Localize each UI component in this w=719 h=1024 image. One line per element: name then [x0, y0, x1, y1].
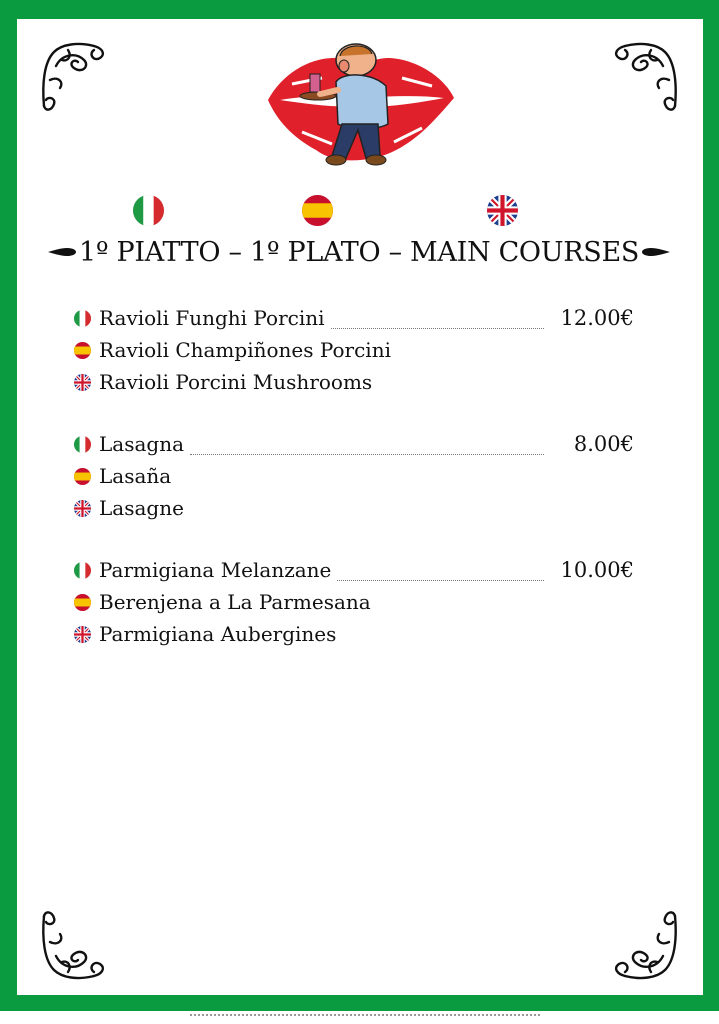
section-heading	[44, 232, 674, 272]
dish-row-english	[74, 366, 634, 398]
dish-name-spanish: Ravioli Champiñones Porcini	[99, 338, 391, 362]
menu-item	[74, 554, 634, 650]
menu-item	[74, 302, 634, 398]
dish-row-italian	[74, 302, 634, 334]
dotted-leader	[190, 442, 544, 455]
spanish-flag-icon	[74, 468, 91, 485]
ornament-left-icon	[47, 245, 77, 259]
dish-row-english	[74, 492, 634, 524]
uk-flag-icon	[74, 626, 91, 643]
dotted-leader	[337, 568, 544, 581]
dish-row-italian	[74, 554, 634, 586]
spanish-flag-icon	[74, 342, 91, 359]
italian-flag-icon	[74, 562, 91, 579]
dish-name-english: Lasagne	[99, 496, 184, 520]
uk-flag-icon	[487, 195, 518, 226]
corner-flourish-icon	[38, 40, 110, 112]
dish-name-italian: Parmigiana Melanzane	[99, 558, 332, 582]
dish-name-spanish: Lasaña	[99, 464, 172, 488]
italian-flag-icon	[74, 436, 91, 453]
waiter-lips-logo-icon	[262, 38, 458, 172]
dish-row-spanish	[74, 586, 634, 618]
dish-row-spanish	[74, 334, 634, 366]
dish-name-spanish: Berenjena a La Parmesana	[99, 590, 371, 614]
bottom-dotted-line	[190, 1014, 540, 1016]
page-title: 1º PIATTO – 1º PLATO – MAIN COURSES	[78, 236, 640, 268]
ornament-right-icon	[641, 245, 671, 259]
italian-flag-icon	[74, 310, 91, 327]
dish-name-italian: Ravioli Funghi Porcini	[99, 306, 325, 330]
menu-item	[74, 428, 634, 524]
dish-price: 10.00€	[560, 558, 634, 582]
dish-name-english: Ravioli Porcini Mushrooms	[99, 370, 373, 394]
spanish-flag-icon	[302, 195, 333, 226]
dish-row-english	[74, 618, 634, 650]
spanish-flag-icon	[74, 594, 91, 611]
dish-name-english: Parmigiana Aubergines	[99, 622, 337, 646]
corner-flourish-icon	[609, 40, 681, 112]
dish-price: 8.00€	[573, 432, 634, 456]
corner-flourish-icon	[38, 910, 110, 982]
uk-flag-icon	[74, 500, 91, 517]
menu-list	[74, 302, 634, 680]
dish-name-italian: Lasagna	[99, 432, 184, 456]
uk-flag-icon	[74, 374, 91, 391]
dotted-leader	[331, 316, 544, 329]
dish-row-italian	[74, 428, 634, 460]
dish-row-spanish	[74, 460, 634, 492]
corner-flourish-icon	[609, 910, 681, 982]
italian-flag-icon	[133, 195, 164, 226]
dish-price: 12.00€	[560, 306, 634, 330]
